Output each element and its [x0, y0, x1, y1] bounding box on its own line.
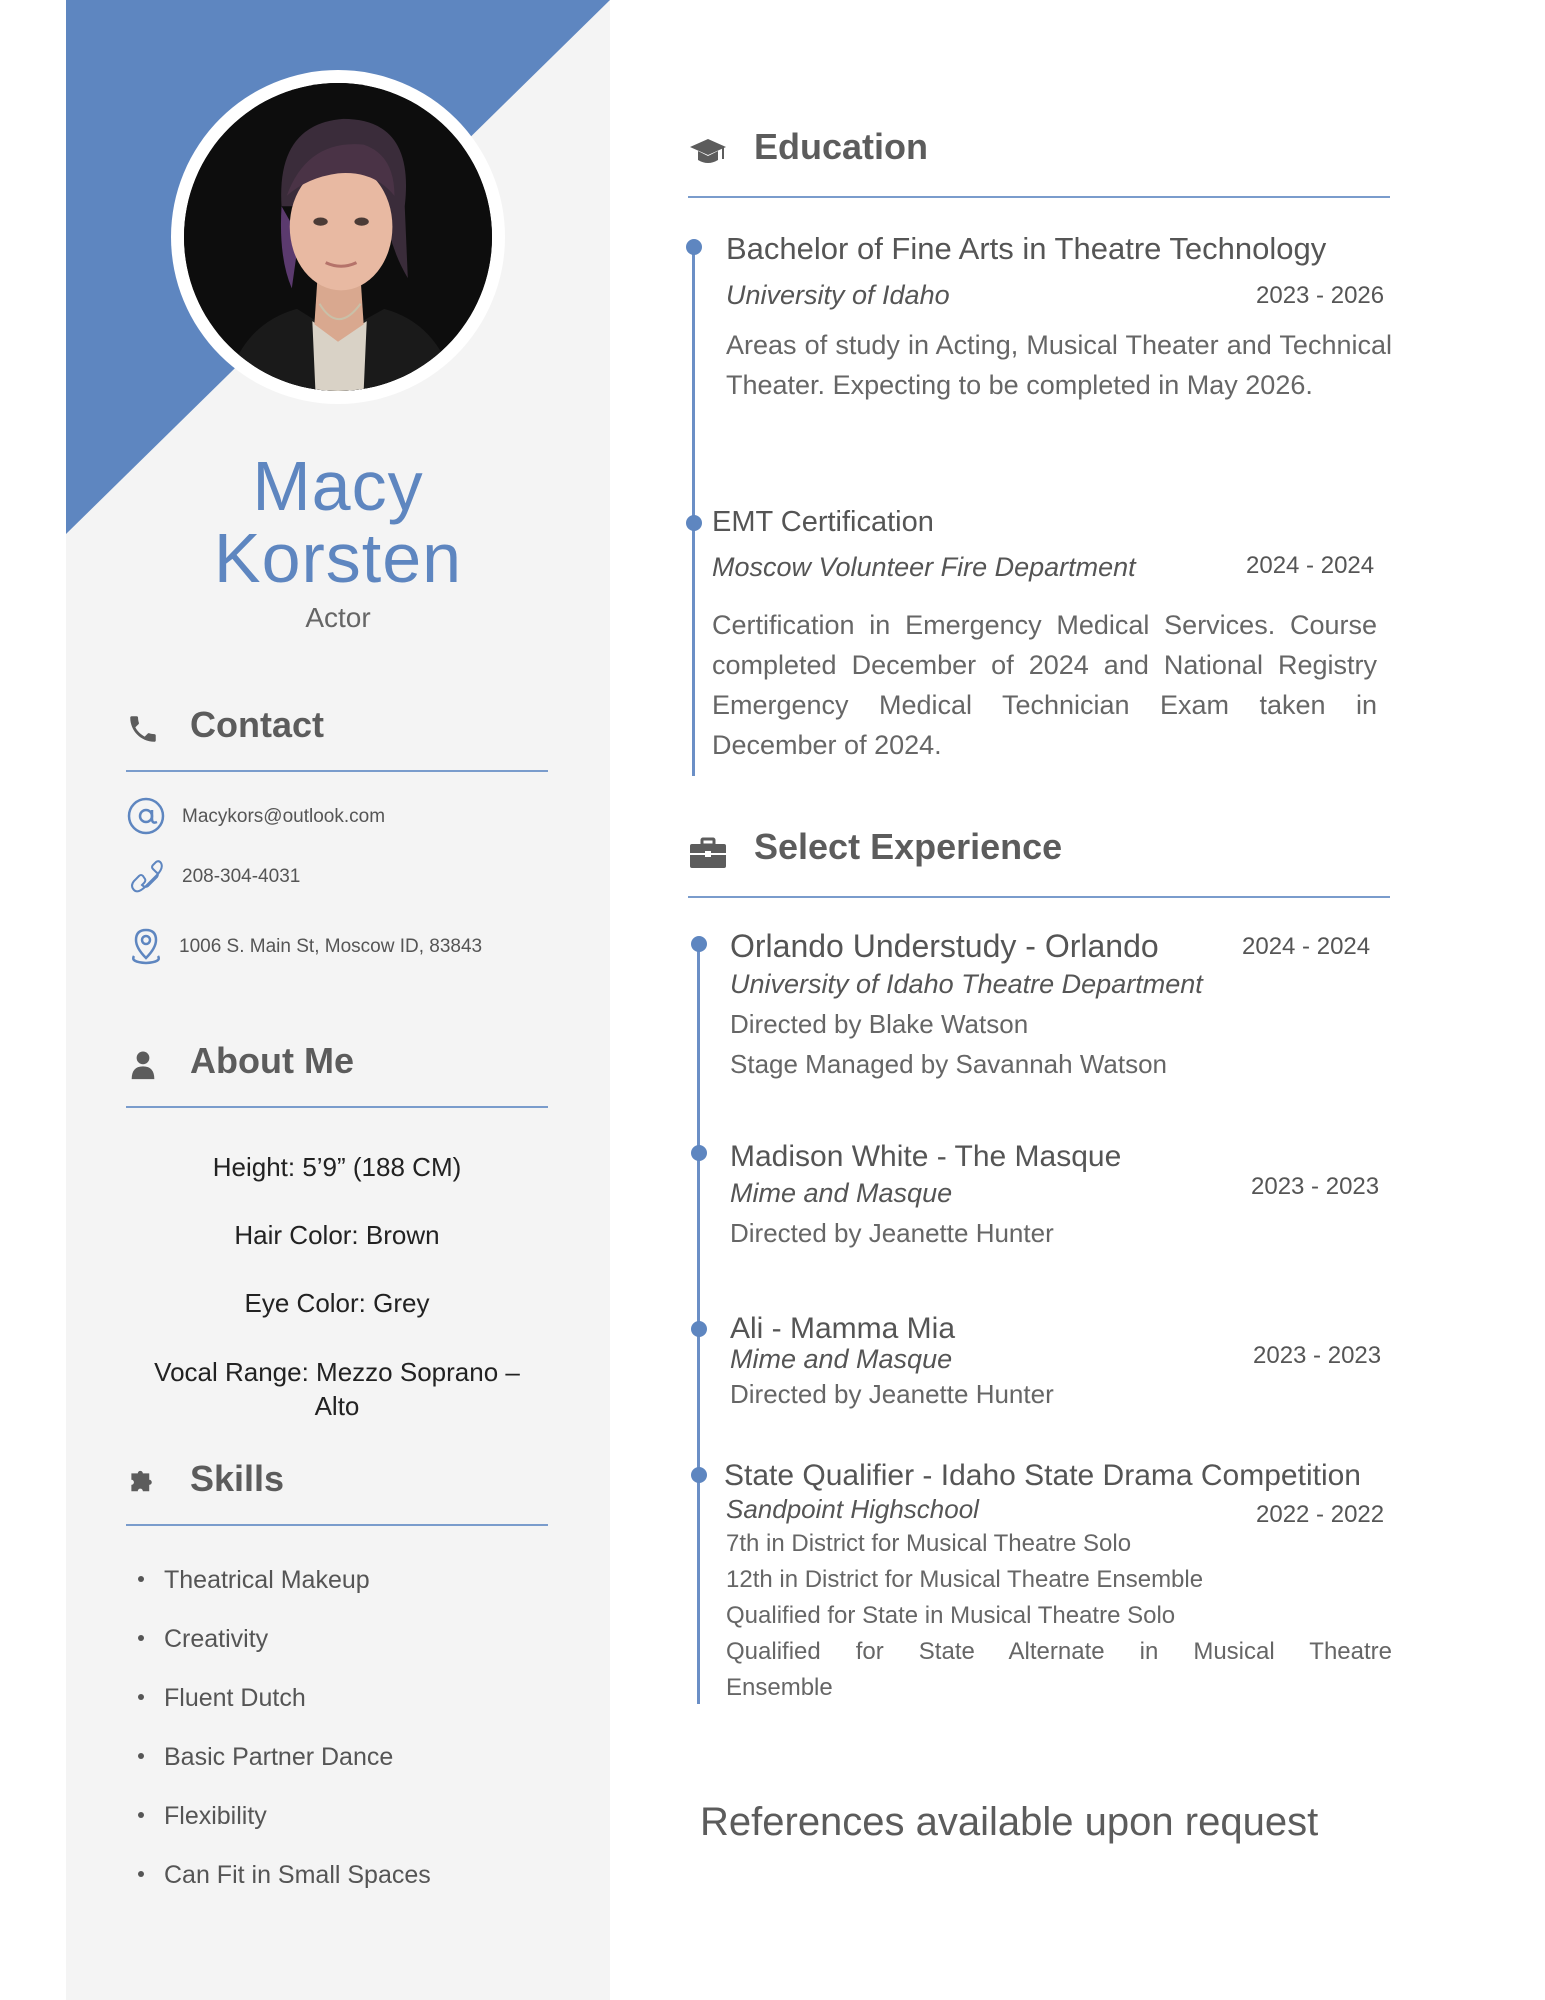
timeline-dot [691, 1321, 707, 1337]
address-text: 1006 S. Main St, Moscow ID, 83843 [179, 936, 483, 957]
experience-entry-title: Ali - Mamma Mia [730, 1312, 956, 1345]
email-text[interactable]: Macykors@outlook.com [182, 806, 386, 827]
education-section-header [688, 118, 1390, 198]
experience-entry-detail: Directed by Jeanette Hunter [730, 1218, 1054, 1248]
timeline-dot [686, 515, 702, 531]
experience-entry-detail: Qualified for State in Musical Theatre Solo [726, 1602, 1176, 1629]
experience-entry-detail: Ensemble [726, 1674, 833, 1701]
experience-entry-title: Madison White - The Masque [730, 1140, 1122, 1173]
experience-entry-dates: 2023 - 2023 [1251, 1173, 1380, 1200]
skills-title: Skills [190, 1458, 285, 1499]
experience-entry-organization: Mime and Masque [730, 1344, 953, 1374]
experience-entry-organization: Mime and Masque [730, 1178, 953, 1208]
contact-section-header [126, 704, 548, 772]
experience-entry-detail: Directed by Jeanette Hunter [730, 1379, 1054, 1409]
experience-entry-title: Orlando Understudy - Orlando [730, 928, 1159, 964]
vocal-range-text: Vocal Range: Mezzo Soprano – [154, 1357, 520, 1387]
skill-item: Flexibility [138, 1802, 267, 1831]
contact-title: Contact [190, 704, 324, 745]
puzzle-icon [126, 1466, 160, 1500]
about-title: About Me [190, 1040, 354, 1081]
timeline-dot [686, 239, 702, 255]
education-entry-dates: 2023 - 2026 [1256, 282, 1385, 309]
first-name: Macy [252, 447, 424, 525]
experience-section-header [688, 818, 1390, 898]
vocal-range-text-cont: Alto [314, 1391, 360, 1421]
education-timeline [692, 246, 695, 776]
at-sign-icon [126, 796, 166, 836]
graduation-cap-icon [688, 132, 728, 172]
hair-color-text: Hair Color: Brown [234, 1220, 440, 1250]
experience-entry-detail: 7th in District for Musical Theatre Solo [726, 1530, 1132, 1557]
phone-icon [126, 712, 160, 746]
education-entry-institution: Moscow Volunteer Fire Department [712, 552, 1136, 582]
references-note: References available upon request [700, 1800, 1319, 1844]
skill-item: Theatrical Makeup [138, 1566, 370, 1595]
experience-entry-detail: 12th in District for Musical Theatre Ensemble [726, 1566, 1204, 1593]
job-title: Actor [305, 602, 371, 633]
education-entry-description: Certification in Emergency Medical Services. Course completed December of 2024 and National Registry Emergency Medical Technician Exam taken in December of 2024. [712, 610, 1377, 760]
experience-title: Select Experience [754, 826, 1063, 867]
timeline-dot [691, 1467, 707, 1483]
skill-item: Fluent Dutch [138, 1684, 306, 1713]
phone-text[interactable]: 208-304-4031 [182, 866, 301, 887]
education-entry-institution: University of Idaho [726, 280, 950, 310]
experience-entry-organization: University of Idaho Theatre Department [730, 969, 1203, 999]
timeline-dot [691, 1145, 707, 1161]
briefcase-icon [688, 832, 728, 872]
education-entry-description: Areas of study in Acting, Musical Theater and Technical Theater. Expecting to be completed in May 2026. [726, 330, 1392, 400]
skills-section-header [126, 1458, 548, 1526]
about-section-header [126, 1040, 548, 1108]
person-icon [126, 1048, 160, 1082]
sidebar [66, 0, 610, 2000]
eye-color-text: Eye Color: Grey [244, 1288, 430, 1318]
height-text: Height: 5’9” (188 CM) [212, 1152, 462, 1182]
skill-item: Creativity [138, 1625, 268, 1654]
experience-entry-organization: Sandpoint Highschool [726, 1494, 979, 1524]
experience-entry-dates: 2024 - 2024 [1242, 933, 1371, 960]
experience-entry-detail: Qualified for State Alternate in Musical Theatre [726, 1638, 1392, 1665]
experience-entry-detail: Directed by Blake Watson [730, 1009, 1029, 1039]
skill-item: Can Fit in Small Spaces [138, 1861, 431, 1890]
education-entry-dates: 2024 - 2024 [1246, 552, 1375, 579]
education-entry-title: Bachelor of Fine Arts in Theatre Technology [726, 231, 1327, 266]
phone-outline-icon [126, 856, 166, 896]
education-title: Education [754, 126, 929, 167]
education-entry-title: EMT Certification [712, 506, 934, 538]
location-pin-icon [126, 926, 166, 966]
timeline-dot [691, 936, 707, 952]
experience-entry-dates: 2022 - 2022 [1256, 1501, 1385, 1528]
last-name: Korsten [213, 519, 463, 597]
experience-entry-title: State Qualifier - Idaho State Drama Competition [724, 1459, 1361, 1492]
experience-entry-detail: Stage Managed by Savannah Watson [730, 1049, 1167, 1079]
profile-photo [171, 70, 505, 404]
portrait-image [184, 83, 492, 391]
skill-item: Basic Partner Dance [138, 1743, 393, 1772]
experience-entry-dates: 2023 - 2023 [1253, 1342, 1382, 1369]
